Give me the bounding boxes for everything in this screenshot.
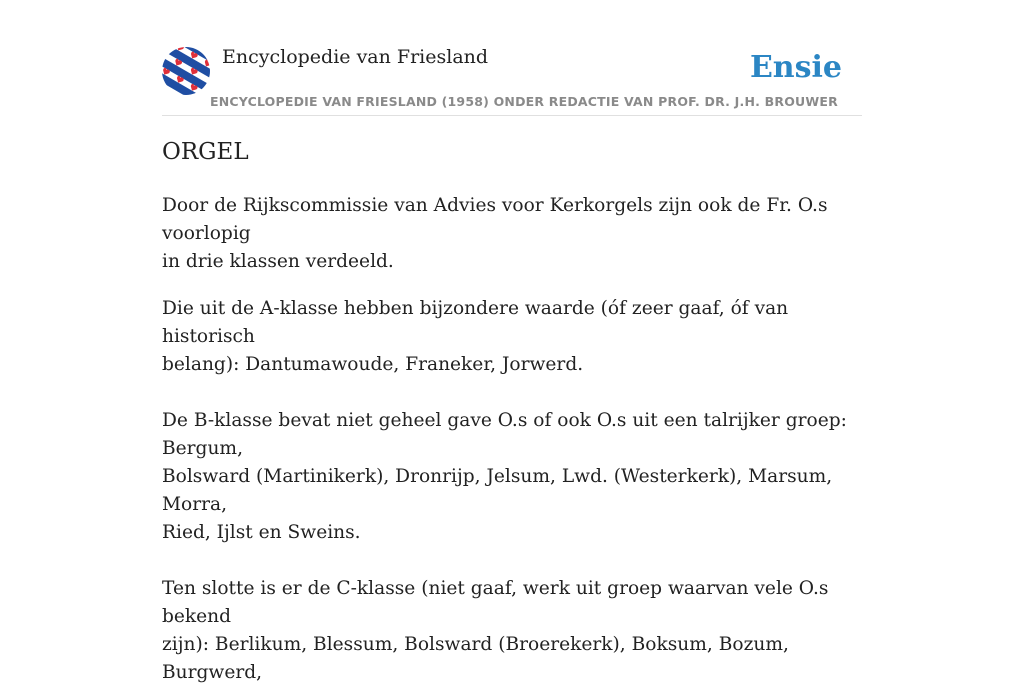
article-paragraph: Door de Rijkscommissie van Advies voor Kerkorgels zijn ook de Fr. O.s voorlopig in drie klassen verdeeld. <box>162 195 828 272</box>
ensie-brand-logo[interactable]: Ensie <box>749 50 842 85</box>
article-paragraph: Ten slotte is er de C-klasse (niet gaaf, werk uit groep waarvan vele O.s bekend zijn): Berlikum, Blessum, Bolsward (Broerekerk), Boksum, Bozum, Burgwerd, <box>162 578 829 683</box>
article-title: ORGEL <box>162 139 249 165</box>
site-title[interactable]: Encyclopedie van Friesland <box>222 46 489 68</box>
article-paragraph: Die uit de A-klasse hebben bijzondere waarde (óf zeer gaaf, óf van historisch belang): Dantumawoude, Franeker, Jorwerd. <box>162 298 789 375</box>
site-subtitle: ENCYCLOPEDIE VAN FRIESLAND (1958) ONDER REDACTIE VAN PROF. DR. J.H. BROUWER <box>210 94 838 109</box>
article-paragraph: De B-klasse bevat niet geheel gave O.s of ook O.s uit een talrijker groep: Bergum, Bolsward (Martinikerk), Dronrijp, Jelsum, Lwd. (Westerkerk), Marsum, Morra, Ried, Ijlst en Sweins. <box>162 410 847 543</box>
frisian-flag-icon[interactable] <box>162 47 210 95</box>
article-body <box>162 192 867 687</box>
site-header <box>162 44 862 116</box>
